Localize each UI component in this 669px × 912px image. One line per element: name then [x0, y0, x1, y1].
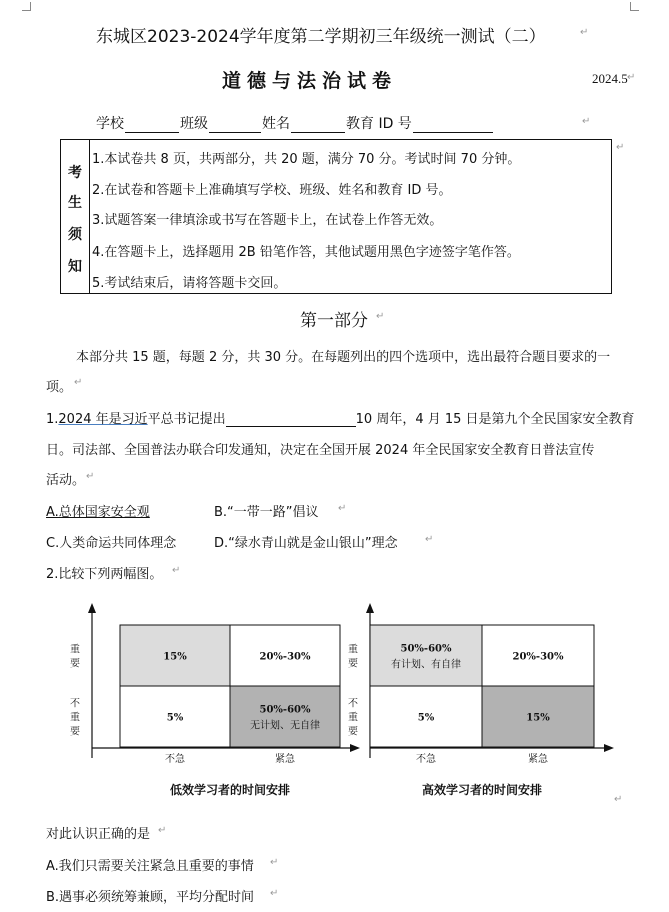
paragraph-mark-icon: ↵ [376, 311, 385, 322]
notice-heading [61, 140, 90, 293]
q2-stem: 2.比较下列两幅图。 [46, 567, 163, 582]
chart-cell [230, 686, 340, 747]
paragraph-mark-icon: ↵ [172, 565, 181, 576]
q1-underlined-text: 2024 年是习近 [58, 412, 148, 427]
field-name-label: 姓名 [262, 116, 290, 132]
paragraph-mark-icon: ↵ [74, 377, 83, 388]
chart-y-axis-arrow-icon [366, 603, 374, 613]
chart-cell-value: 5% [166, 712, 184, 724]
paragraph-mark-icon: ↵ [270, 888, 279, 899]
field-name-blank[interactable] [291, 118, 345, 133]
exam-title: 东城区2023-2024学年度第二学期初三年级统一测试（二） [96, 27, 546, 47]
chart-title: 低效学习者的时间安排 [169, 783, 291, 797]
paragraph-mark-icon: ↵ [614, 794, 623, 805]
chart-cell-value: 50%-60% [400, 643, 452, 655]
q1-text-b: 10 周年，4 月 15 日是第九个全民国家安全教育 [355, 412, 635, 427]
chart-y-tick-label: 不 [348, 698, 358, 710]
notice-item: 1.本试卷共 8 页，共两部分，共 20 题，满分 70 分。考试时间 70 分钟。 [92, 152, 521, 167]
chart-cell-value: 20%-30% [259, 651, 311, 663]
q2-option-a[interactable]: A.我们只需要关注紧急且重要的事情 [46, 859, 254, 874]
q1-text-a: 平总书记提出 [147, 412, 226, 427]
chart-x-axis-arrow-icon [604, 744, 614, 752]
chart-y-tick-label: 重 [70, 712, 80, 724]
chart-cell-note: 无计划、无自律 [250, 720, 320, 732]
paragraph-mark-icon: ↵ [338, 503, 347, 514]
field-class-label: 班级 [180, 116, 208, 132]
q1-option-d[interactable]: D.“绿水青山就是金山银山”理念 [214, 536, 398, 551]
chart-cell-value: 5% [417, 712, 435, 724]
chart-y-tick-label: 要 [348, 726, 358, 738]
q1-number: 1. [46, 412, 59, 427]
student-info-fields [96, 113, 494, 133]
exam-date: 2024.5 [592, 71, 628, 86]
q2-option-b[interactable]: B.遇事必须统筹兼顾，平均分配时间 [46, 890, 255, 905]
notice-heading-char: 考 [68, 165, 82, 181]
notice-item: 4.在答题卡上，选择题用 2B 铅笔作答，其他试题用黑色字迹签字笔作答。 [92, 245, 520, 260]
field-id-label: 教育 ID 号 [346, 116, 412, 132]
section-intro-line1: 本部分共 15 题，每题 2 分，共 30 分。在每题列出的四个选项中，选出最符合题目要求的一 [76, 350, 611, 365]
section-intro-line2: 项。 [46, 380, 73, 395]
chart-x-tick-label: 不急 [165, 754, 185, 765]
chart-y-tick-label: 要 [70, 726, 80, 738]
chart-x-axis-arrow-icon [350, 744, 360, 752]
notice-box [60, 139, 612, 294]
paragraph-mark-icon: ↵ [158, 825, 167, 836]
paragraph-mark-icon: ↵ [582, 116, 591, 127]
paragraph-mark-icon: ↵ [425, 534, 434, 545]
q1-line3: 活动。 [46, 473, 86, 488]
q1-option-a[interactable]: A.总体国家安全观 [46, 505, 150, 520]
chart-cell-value: 20%-30% [512, 651, 564, 663]
chart-y-tick-label: 重 [348, 712, 358, 724]
q1-answer-blank[interactable] [226, 413, 356, 427]
notice-heading-char: 知 [68, 259, 82, 275]
chart-y-tick-label: 要 [70, 658, 80, 670]
chart-y-tick-label: 不 [70, 698, 80, 710]
crop-mark-top-right [630, 2, 639, 11]
chart-cell-value: 50%-60% [259, 704, 311, 716]
field-school-blank[interactable] [125, 118, 179, 133]
chart-y-tick-label: 重 [70, 644, 80, 656]
exam-subtitle: 道德与法治试卷 [222, 70, 398, 92]
paragraph-mark-icon: ↵ [270, 857, 279, 868]
notice-item: 3.试题答案一律填涂或书写在答题卡上，在试卷上作答无效。 [92, 213, 443, 228]
chart-cell-note: 有计划、有自律 [391, 659, 461, 671]
chart-x-tick-label: 紧急 [528, 754, 548, 765]
paragraph-mark-icon: ↵ [580, 27, 589, 38]
chart-title: 高效学习者的时间安排 [421, 783, 543, 797]
q1-option-b[interactable]: B.“一带一路”倡议 [214, 505, 319, 520]
notice-heading-char: 须 [68, 227, 82, 243]
time-allocation-charts [60, 598, 623, 808]
chart-y-axis-arrow-icon [88, 603, 96, 613]
field-school-label: 学校 [96, 116, 124, 132]
notice-heading-char: 生 [68, 195, 82, 211]
q2-question: 对此认识正确的是 [46, 827, 151, 842]
chart-y-tick-label: 要 [348, 658, 358, 670]
q1-option-c[interactable]: C.人类命运共同体理念 [46, 536, 177, 551]
notice-item: 2.在试卷和答题卡上准确填写学校、班级、姓名和教育 ID 号。 [92, 183, 452, 198]
chart-y-tick-label: 重 [348, 644, 358, 656]
section-title: 第一部分 [300, 311, 368, 331]
chart-cell-value: 15% [526, 712, 550, 724]
crop-mark-top-left [22, 2, 31, 11]
chart-cell [370, 625, 482, 686]
chart-x-tick-label: 不急 [416, 754, 436, 765]
field-id-blank[interactable] [413, 118, 493, 133]
q1-line1 [46, 408, 635, 427]
notice-item: 5.考试结束后，请将答题卡交回。 [92, 276, 287, 291]
paragraph-mark-icon: ↵ [86, 471, 95, 482]
field-class-blank[interactable] [209, 118, 261, 133]
paragraph-mark-icon: ↵ [616, 142, 625, 153]
chart-cell-value: 15% [163, 651, 187, 663]
paragraph-mark-icon: ↵ [627, 72, 636, 83]
q1-line2: 日。司法部、全国普法办联合印发通知，决定在全国开展 2024 年全民国家安全教育日普法宣传 [46, 443, 595, 458]
chart-x-tick-label: 紧急 [275, 754, 295, 765]
